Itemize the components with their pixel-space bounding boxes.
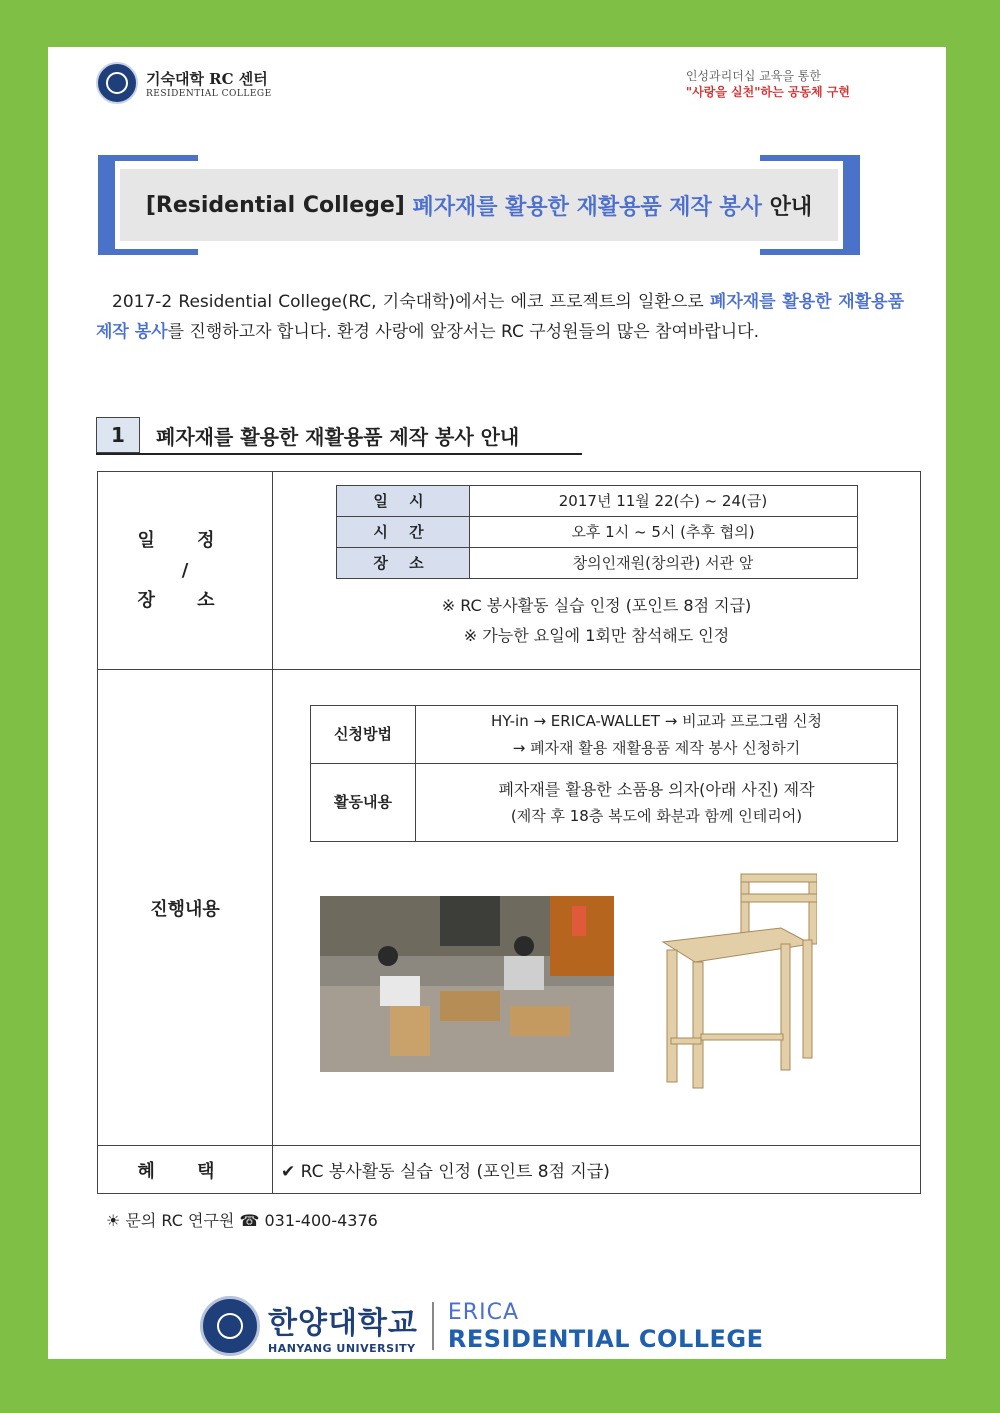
stool-photo — [661, 870, 817, 1092]
schedule-label: 일 정 / 장 소 — [98, 472, 273, 670]
slogan-line-2: "사랑을 실천"하는 공동체 구현 — [685, 85, 850, 99]
intro-highlight: 폐자재를 활용한 재활용품 제작 봉사 — [96, 292, 904, 342]
info-table — [97, 471, 921, 1194]
section-number: 1 — [96, 417, 140, 453]
title-highlight: 폐자재를 활용한 재활용품 제작 봉사 — [412, 194, 762, 220]
erica-logo: ERICA — [447, 1299, 519, 1325]
title-prefix: [Residential College] — [145, 192, 405, 218]
hanyang-seal-icon — [200, 1296, 260, 1356]
intro-paragraph — [96, 287, 904, 347]
progress-content — [273, 670, 921, 1146]
workshop-photo — [320, 896, 614, 1072]
residential-college-logo: RESIDENTIAL COLLEGE — [447, 1324, 764, 1353]
footer-divider — [432, 1302, 434, 1350]
intro-part-1: 2017-2 Residential College(RC, 기숙대학)에서는 에코 프로젝트의 일환으로 — [112, 292, 710, 312]
schedule-value: 2017년 11월 22(수) ~ 24(금) — [469, 485, 857, 516]
footer-logos — [200, 1296, 764, 1356]
schedule-key: 장 소 — [336, 547, 469, 578]
apply-method-key: 신청방법 — [311, 706, 416, 764]
schedule-value: 오후 1시 ~ 5시 (추후 협의) — [469, 516, 857, 547]
activity-key: 활동내용 — [311, 764, 416, 842]
schedule-content — [273, 472, 921, 670]
schedule-value: 창의인재원(창의관) 서관 앞 — [469, 547, 857, 578]
section-title: 폐자재를 활용한 재활용품 제작 봉사 안내 — [156, 424, 520, 449]
apply-method-value: HY-in → ERICA-WALLET → 비교과 프로그램 신청 → 폐자재 활용 재활용품 제작 봉사 신청하기 — [416, 706, 898, 764]
benefit-label: 혜 택 — [98, 1146, 273, 1194]
schedule-note-1: ※ RC 봉사활동 실습 인정 (포인트 8점 지급) — [441, 595, 752, 615]
activity-value: 폐자재를 활용한 소품용 의자(아래 사진) 제작 (제작 후 18층 복도에 화분과 함께 인테리어) — [416, 764, 898, 842]
schedule-note-2: ※ 가능한 요일에 1회만 참석해도 인정 — [463, 625, 730, 645]
intro-part-2: 를 진행하고자 합니다. 환경 사랑에 앞장서는 RC 구성원들의 많은 참여바랍니다. — [167, 322, 759, 342]
schedule-key: 시 간 — [336, 516, 469, 547]
logo-subtitle: RESIDENTIAL COLLEGE — [146, 88, 272, 99]
progress-label: 진행내용 — [98, 670, 273, 1146]
section-heading — [96, 417, 582, 455]
application-table — [310, 705, 898, 842]
contact-info: ☀ 문의 RC 연구원 ☎ 031-400-4376 — [106, 1211, 378, 1230]
slogan — [686, 68, 850, 100]
title-suffix: 안내 — [769, 194, 813, 220]
page-title — [120, 169, 838, 241]
rc-center-logo — [96, 62, 272, 104]
schedule-table — [336, 485, 858, 579]
schedule-key: 일 시 — [336, 485, 469, 516]
university-name-en: HANYANG UNIVERSITY — [268, 1341, 416, 1355]
title-banner — [98, 155, 860, 255]
benefit-value: ✔ RC 봉사활동 실습 인정 (포인트 8점 지급) — [273, 1146, 921, 1194]
slogan-line-1: 인성과리더십 교육을 통한 — [685, 69, 821, 83]
logo-title: 기숙대학 RC 센터 — [146, 69, 268, 88]
university-name-kr: 한양대학교 — [268, 1305, 418, 1341]
university-seal-icon — [96, 62, 138, 104]
